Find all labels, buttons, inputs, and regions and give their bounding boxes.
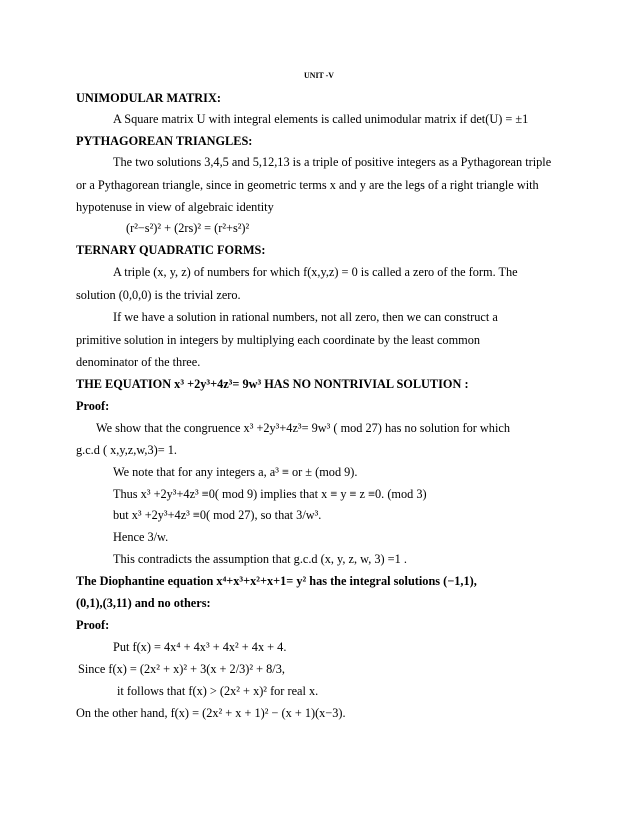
unimodular-definition: A Square matrix U with integral elements is called unimodular matrix if det(U) = ±1 [113,112,529,126]
heading-ternary-quadratic-forms: TERNARY QUADRATIC FORMS: [76,243,266,257]
unit-title: UNIT -V [304,71,334,80]
ternary-line-1: A triple (x, y, z) of numbers for which f(x,y,z) = 0 is called a zero of the form. The [113,265,518,279]
pythagorean-identity: (r²−s²)² + (2rs)² = (r²+s²)² [126,221,250,235]
pythagorean-line-1: The two solutions 3,4,5 and 5,12,13 is a triple of positive integers as a Pythagorean triple [113,155,552,169]
proof-label-1: Proof: [76,399,110,413]
proof1-line-7: This contradicts the assumption that g.c.d (x, y, z, w, 3) =1 . [113,552,407,566]
heading-unimodular-matrix: UNIMODULAR MATRIX: [76,91,221,105]
proof2-line-2: Since f(x) = (2x² + x)² + 3(x + 2/3)² + 8/3, [78,662,285,676]
proof1-line-1: We show that the congruence x³ +2y³+4z³= 9w³ ( mod 27) has no solution for which [96,421,510,435]
proof1-line-5: but x³ +2y³+4z³ ≡0( mod 27), so that 3/w³. [113,508,322,522]
ternary-line-4: primitive solution in integers by multiplying each coordinate by the least common [76,333,481,347]
ternary-line-3: If we have a solution in rational numbers, not all zero, then we can construct a [113,310,498,324]
proof1-line-6: Hence 3/w. [113,530,169,544]
ternary-line-5: denominator of the three. [76,355,201,369]
pythagorean-line-3: hypotenuse in view of algebraic identity [76,200,274,214]
proof2-line-3: it follows that f(x) > (2x² + x)² for real x. [117,684,319,698]
pythagorean-line-2: or a Pythagorean triangle, since in geometric terms x and y are the legs of a right triangle with [76,178,539,192]
ternary-line-2: solution (0,0,0) is the trivial zero. [76,288,241,302]
proof-label-2: Proof: [76,618,110,632]
proof2-line-1: Put f(x) = 4x⁴ + 4x³ + 4x² + 4x + 4. [113,640,287,654]
proof1-line-3: We note that for any integers a, a³ ≡ or ± (mod 9). [113,465,358,479]
heading-pythagorean-triangles: PYTHAGOREAN TRIANGLES: [76,134,253,148]
proof2-line-4: On the other hand, f(x) = (2x² + x + 1)² − (x + 1)(x−3). [76,706,346,720]
heading-diophantine-line-1: The Diophantine equation x⁴+x³+x²+x+1= y² has the integral solutions (−1,1), [76,574,477,588]
proof1-line-2: g.c.d ( x,y,z,w,3)= 1. [76,443,177,457]
proof1-line-4: Thus x³ +2y³+4z³ ≡0( mod 9) implies that x ≡ y ≡ z ≡0. (mod 3) [113,487,427,501]
heading-equation-no-nontrivial-solution: THE EQUATION x³ +2y³+4z³= 9w³ HAS NO NONTRIVIAL SOLUTION : [76,377,469,391]
heading-diophantine-line-2: (0,1),(3,11) and no others: [76,596,211,610]
